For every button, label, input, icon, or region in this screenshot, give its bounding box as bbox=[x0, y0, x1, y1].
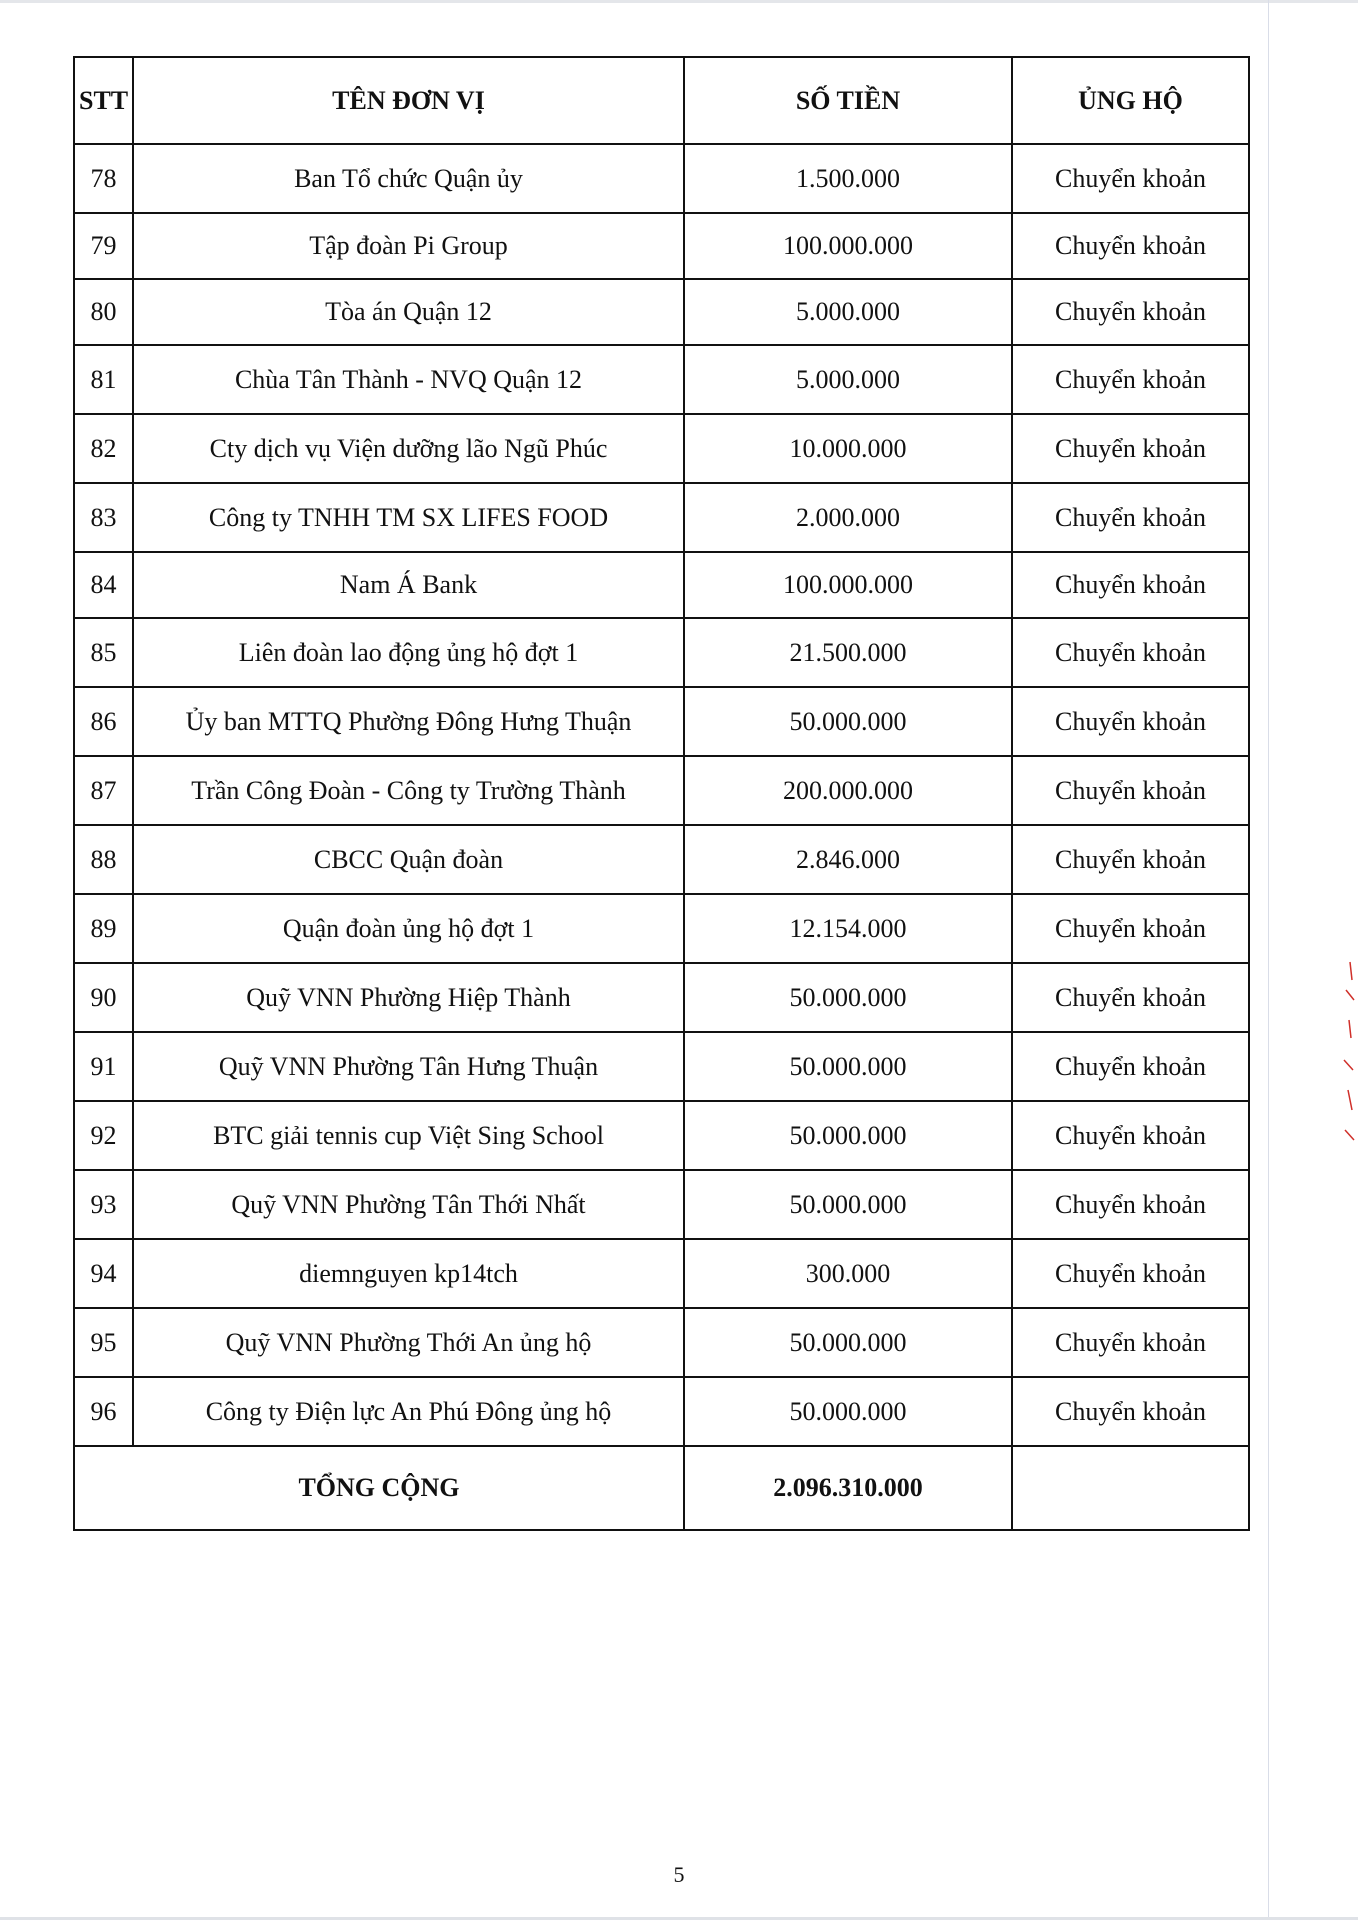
row-stt: 87 bbox=[74, 756, 133, 825]
row-name: Ủy ban MTTQ Phường Đông Hưng Thuận bbox=[133, 687, 684, 756]
row-amount: 10.000.000 bbox=[684, 414, 1012, 483]
row-name: Ban Tổ chức Quận ủy bbox=[133, 144, 684, 213]
row-name: BTC giải tennis cup Việt Sing School bbox=[133, 1101, 684, 1170]
row-stt: 90 bbox=[74, 963, 133, 1032]
table-row bbox=[74, 1308, 1249, 1377]
row-amount: 50.000.000 bbox=[684, 1377, 1012, 1446]
row-name: Nam Á Bank bbox=[133, 552, 684, 618]
row-stt: 89 bbox=[74, 894, 133, 963]
scan-fold-line bbox=[1268, 0, 1269, 1920]
table-row bbox=[74, 1101, 1249, 1170]
row-name: Quỹ VNN Phường Tân Thới Nhất bbox=[133, 1170, 684, 1239]
row-name: Công ty Điện lực An Phú Đông ủng hộ bbox=[133, 1377, 684, 1446]
row-stt: 82 bbox=[74, 414, 133, 483]
table-row bbox=[74, 894, 1249, 963]
row-method: Chuyển khoản bbox=[1012, 894, 1249, 963]
row-method: Chuyển khoản bbox=[1012, 825, 1249, 894]
table-row bbox=[74, 687, 1249, 756]
row-stt: 91 bbox=[74, 1032, 133, 1101]
row-amount: 2.000.000 bbox=[684, 483, 1012, 552]
table-row bbox=[74, 279, 1249, 345]
row-stt: 96 bbox=[74, 1377, 133, 1446]
row-stt: 83 bbox=[74, 483, 133, 552]
row-method: Chuyển khoản bbox=[1012, 1377, 1249, 1446]
table-row bbox=[74, 1032, 1249, 1101]
row-amount: 5.000.000 bbox=[684, 279, 1012, 345]
row-amount: 50.000.000 bbox=[684, 687, 1012, 756]
row-stt: 79 bbox=[74, 213, 133, 279]
row-method: Chuyển khoản bbox=[1012, 1032, 1249, 1101]
total-amount: 2.096.310.000 bbox=[684, 1446, 1012, 1530]
row-name: Chùa Tân Thành - NVQ Quận 12 bbox=[133, 345, 684, 414]
row-amount: 100.000.000 bbox=[684, 552, 1012, 618]
row-amount: 12.154.000 bbox=[684, 894, 1012, 963]
table-row bbox=[74, 345, 1249, 414]
row-stt: 81 bbox=[74, 345, 133, 414]
row-stt: 85 bbox=[74, 618, 133, 687]
total-method bbox=[1012, 1446, 1249, 1530]
row-name: Quỹ VNN Phường Thới An ủng hộ bbox=[133, 1308, 684, 1377]
row-stt: 84 bbox=[74, 552, 133, 618]
row-method: Chuyển khoản bbox=[1012, 414, 1249, 483]
table-row bbox=[74, 1170, 1249, 1239]
row-stt: 78 bbox=[74, 144, 133, 213]
row-stt: 80 bbox=[74, 279, 133, 345]
row-name: CBCC Quận đoàn bbox=[133, 825, 684, 894]
row-stt: 93 bbox=[74, 1170, 133, 1239]
donation-table bbox=[73, 56, 1250, 1531]
table-row bbox=[74, 618, 1249, 687]
row-amount: 300.000 bbox=[684, 1239, 1012, 1308]
red-stamp-edge bbox=[1340, 960, 1356, 1200]
table-row bbox=[74, 756, 1249, 825]
table-row bbox=[74, 552, 1249, 618]
page-number: 5 bbox=[673, 1862, 685, 1887]
row-amount: 2.846.000 bbox=[684, 825, 1012, 894]
row-amount: 50.000.000 bbox=[684, 1032, 1012, 1101]
row-method: Chuyển khoản bbox=[1012, 345, 1249, 414]
header-stt: STT bbox=[74, 57, 133, 144]
row-method: Chuyển khoản bbox=[1012, 1170, 1249, 1239]
row-name: Quỹ VNN Phường Hiệp Thành bbox=[133, 963, 684, 1032]
row-name: Cty dịch vụ Viện dưỡng lão Ngũ Phúc bbox=[133, 414, 684, 483]
row-stt: 95 bbox=[74, 1308, 133, 1377]
row-amount: 50.000.000 bbox=[684, 963, 1012, 1032]
row-method: Chuyển khoản bbox=[1012, 1239, 1249, 1308]
row-name: Quỹ VNN Phường Tân Hưng Thuận bbox=[133, 1032, 684, 1101]
row-name: Trần Công Đoàn - Công ty Trường Thành bbox=[133, 756, 684, 825]
row-stt: 94 bbox=[74, 1239, 133, 1308]
row-stt: 88 bbox=[74, 825, 133, 894]
row-amount: 200.000.000 bbox=[684, 756, 1012, 825]
row-method: Chuyển khoản bbox=[1012, 279, 1249, 345]
row-method: Chuyển khoản bbox=[1012, 1308, 1249, 1377]
header-amount: SỐ TIỀN bbox=[684, 57, 1012, 144]
row-method: Chuyển khoản bbox=[1012, 1101, 1249, 1170]
row-amount: 5.000.000 bbox=[684, 345, 1012, 414]
row-method: Chuyển khoản bbox=[1012, 687, 1249, 756]
table-row bbox=[74, 825, 1249, 894]
row-stt: 86 bbox=[74, 687, 133, 756]
table-row bbox=[74, 1377, 1249, 1446]
table-row bbox=[74, 1239, 1249, 1308]
row-method: Chuyển khoản bbox=[1012, 213, 1249, 279]
table-row bbox=[74, 213, 1249, 279]
row-amount: 21.500.000 bbox=[684, 618, 1012, 687]
table-row bbox=[74, 483, 1249, 552]
total-label: TỔNG CỘNG bbox=[74, 1446, 684, 1530]
row-method: Chuyển khoản bbox=[1012, 552, 1249, 618]
header-method: ỦNG HỘ bbox=[1012, 57, 1249, 144]
row-method: Chuyển khoản bbox=[1012, 144, 1249, 213]
row-method: Chuyển khoản bbox=[1012, 963, 1249, 1032]
table-row bbox=[74, 414, 1249, 483]
row-amount: 100.000.000 bbox=[684, 213, 1012, 279]
row-amount: 50.000.000 bbox=[684, 1170, 1012, 1239]
scan-edge-top bbox=[0, 0, 1358, 3]
row-method: Chuyển khoản bbox=[1012, 756, 1249, 825]
row-name: Tập đoàn Pi Group bbox=[133, 213, 684, 279]
header-name: TÊN ĐƠN VỊ bbox=[133, 57, 684, 144]
row-name: Quận đoàn ủng hộ đợt 1 bbox=[133, 894, 684, 963]
row-name: Liên đoàn lao động ủng hộ đợt 1 bbox=[133, 618, 684, 687]
table-row bbox=[74, 963, 1249, 1032]
row-name: Công ty TNHH TM SX LIFES FOOD bbox=[133, 483, 684, 552]
table-row bbox=[74, 144, 1249, 213]
row-name: diemnguyen kp14tch bbox=[133, 1239, 684, 1308]
row-amount: 50.000.000 bbox=[684, 1308, 1012, 1377]
row-method: Chuyển khoản bbox=[1012, 483, 1249, 552]
row-method: Chuyển khoản bbox=[1012, 618, 1249, 687]
table-header-row bbox=[74, 57, 1249, 144]
row-amount: 50.000.000 bbox=[684, 1101, 1012, 1170]
row-amount: 1.500.000 bbox=[684, 144, 1012, 213]
total-row bbox=[74, 1446, 1249, 1530]
row-name: Tòa án Quận 12 bbox=[133, 279, 684, 345]
row-stt: 92 bbox=[74, 1101, 133, 1170]
